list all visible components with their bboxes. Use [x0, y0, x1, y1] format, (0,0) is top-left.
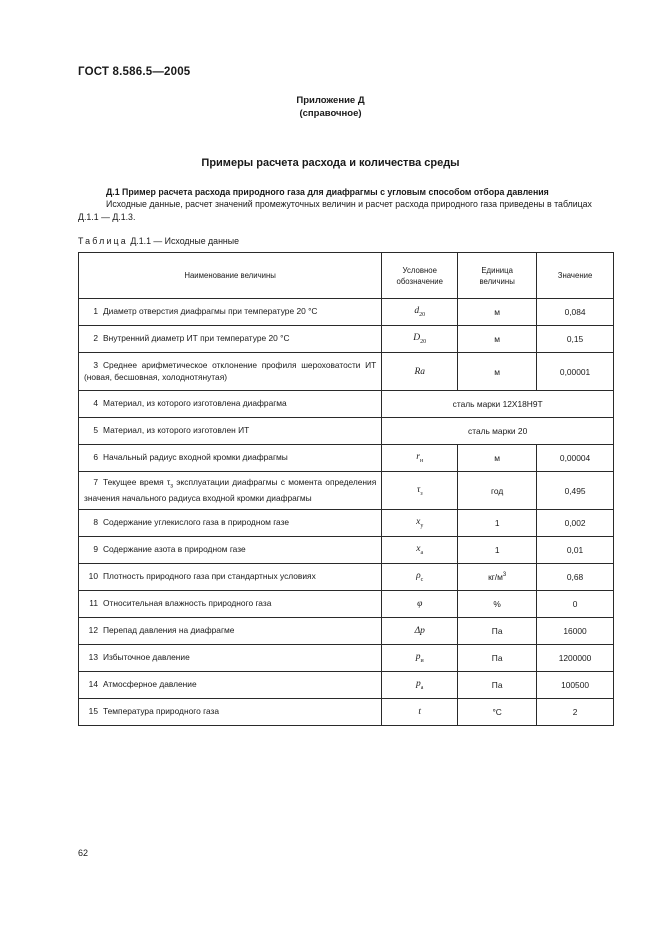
- cell-unit: [458, 618, 537, 645]
- cell-name-text: Относительная влажность природного газа: [103, 598, 272, 609]
- unit-text: Па: [491, 680, 503, 690]
- table-row: [79, 472, 614, 510]
- table-caption-label: Таблица: [78, 236, 128, 246]
- unit-text: м: [494, 453, 501, 463]
- page-number: 62: [78, 848, 89, 858]
- cell-unit: [458, 645, 537, 672]
- symbol-text: t: [418, 707, 422, 717]
- cell-unit: [458, 299, 537, 326]
- unit-text: м: [494, 307, 501, 317]
- cell-value: 0,084: [537, 299, 614, 326]
- cell-symbol: [382, 645, 458, 672]
- cell-symbol: [382, 445, 458, 472]
- symbol-subscript: 20: [419, 311, 426, 318]
- symbol-subscript: н: [419, 457, 424, 464]
- document-code: ГОСТ 8.586.5—2005: [78, 66, 191, 78]
- cell-symbol: [382, 299, 458, 326]
- symbol-subscript: с: [420, 576, 424, 583]
- cell-name-text: Перепад давления на диафрагме: [103, 625, 235, 636]
- cell-name-text: Среднее арифметическое отклонение профиля шероховатости ИТ (новая, бесшовная, холоднотянутая): [84, 360, 377, 382]
- unit-text: 1: [494, 545, 500, 555]
- cell-name-text: Содержание азота в природном газе: [103, 544, 246, 555]
- symbol-subscript: a: [420, 549, 424, 556]
- cell-symbol: [382, 353, 458, 391]
- cell-name: [79, 537, 382, 564]
- symbol-subscript: и: [420, 657, 424, 664]
- symbol-text: p: [415, 652, 421, 663]
- cell-name-text: Содержание углекислого газа в природном газе: [103, 517, 290, 528]
- table-row: [79, 645, 614, 672]
- cell-unit: [458, 699, 537, 726]
- unit-text: кг/м: [488, 572, 503, 582]
- cell-name: [79, 418, 382, 445]
- appendix-title: Приложение Д: [296, 95, 365, 106]
- symbol-subscript: 20: [420, 338, 427, 345]
- cell-name-text: эксплуатации диафрагмы с момента определения значения начального радиуса входной кромки диафрагмы: [84, 476, 377, 503]
- symbol-text: D: [413, 333, 421, 344]
- subsection-heading: Д.1 Пример расчета расхода природного газа для диафрагмы с угловым способом отбора давления: [106, 187, 549, 197]
- cell-name: [79, 445, 382, 472]
- cell-symbol: [382, 699, 458, 726]
- cell-name-text: Текущее время τ: [103, 476, 171, 487]
- table-row: [79, 699, 614, 726]
- cell-name-text: Избыточное давление: [103, 652, 190, 663]
- cell-name: [79, 618, 382, 645]
- cell-unit: [458, 353, 537, 391]
- col-header-unit: Единица величины: [458, 253, 537, 299]
- table-body: [79, 299, 614, 726]
- table-row: [79, 510, 614, 537]
- appendix-header: [0, 94, 661, 120]
- cell-symbol: [382, 564, 458, 591]
- cell-value: 0,00001: [537, 353, 614, 391]
- cell-name-text: Внутренний диаметр ИТ при температуре 20 °С: [103, 333, 290, 344]
- section-title: Примеры расчета расхода и количества среды: [201, 157, 460, 169]
- symbol-text: τ: [416, 484, 421, 495]
- table-caption-text: Д.1.1 — Исходные данные: [130, 236, 240, 246]
- cell-unit: [458, 326, 537, 353]
- table-row: [79, 326, 614, 353]
- row-number: 11: [89, 598, 98, 609]
- cell-name: [79, 591, 382, 618]
- cell-name-text: Материал, из которого изготовлен ИТ: [103, 425, 250, 436]
- cell-merged-value: сталь марки 20: [382, 418, 614, 445]
- unit-superscript: 3: [502, 572, 507, 579]
- row-number: 4: [93, 398, 98, 409]
- table-row: [79, 445, 614, 472]
- cell-value: 0,002: [537, 510, 614, 537]
- cell-name-text: Материал, из которого изготовлена диафрагма: [103, 398, 287, 409]
- unit-text: 1: [494, 518, 500, 528]
- table-row: [79, 672, 614, 699]
- symbol-text: r: [416, 452, 420, 463]
- cell-name-text: Плотность природного газа при стандартных условиях: [103, 571, 316, 582]
- cell-symbol: [382, 591, 458, 618]
- symbol-text: Ra: [414, 366, 426, 377]
- unit-text: %: [493, 599, 501, 609]
- cell-symbol: [382, 326, 458, 353]
- source-data-table: [78, 252, 614, 726]
- table-row: [79, 353, 614, 391]
- symbol-subscript: y: [420, 522, 424, 529]
- cell-value: 0: [537, 591, 614, 618]
- cell-name-text: Диаметр отверстия диафрагмы при температуре 20 °С: [103, 306, 318, 317]
- cell-name: [79, 645, 382, 672]
- cell-value: 1200000: [537, 645, 614, 672]
- col-header-value: Значение: [537, 253, 614, 299]
- cell-name-subscript: з: [170, 483, 173, 490]
- cell-symbol: [382, 618, 458, 645]
- row-number: 6: [93, 452, 98, 463]
- symbol-text: p: [416, 679, 421, 690]
- symbol-subscript: а: [420, 684, 424, 691]
- cell-symbol: [382, 472, 458, 510]
- cell-value: 100500: [537, 672, 614, 699]
- cell-unit: [458, 564, 537, 591]
- row-number: 3: [93, 360, 98, 370]
- symbol-text: Δp: [414, 626, 425, 636]
- cell-value: 0,15: [537, 326, 614, 353]
- cell-name: [79, 326, 382, 353]
- cell-name: [79, 353, 382, 391]
- cell-value: 16000: [537, 618, 614, 645]
- cell-unit: [458, 445, 537, 472]
- subsection: [78, 186, 614, 223]
- cell-unit: [458, 510, 537, 537]
- unit-text: м: [494, 334, 501, 344]
- cell-symbol: [382, 672, 458, 699]
- unit-text: Па: [491, 626, 503, 636]
- row-number: 1: [93, 306, 98, 317]
- cell-value: 0,495: [537, 472, 614, 510]
- cell-unit: [458, 672, 537, 699]
- cell-value: 0,01: [537, 537, 614, 564]
- table-row: [79, 618, 614, 645]
- table-row: [79, 391, 614, 418]
- cell-merged-value: сталь марки 12Х18Н9Т: [382, 391, 614, 418]
- cell-name-text: Температура природного газа: [103, 706, 220, 717]
- subsection-body: Исходные данные, расчет значений промежуточных величин и расчет расхода природного газа приведены в таблицах Д.1.1 — Д.1.3.: [78, 199, 592, 222]
- symbol-text: x: [416, 517, 421, 528]
- symbol-text: d: [414, 306, 420, 317]
- unit-text: °С: [492, 707, 502, 717]
- symbol-text: φ: [417, 599, 423, 609]
- table-row: [79, 591, 614, 618]
- cell-value: 0,00004: [537, 445, 614, 472]
- table-row: [79, 537, 614, 564]
- cell-name: [79, 472, 382, 510]
- row-number: 8: [93, 517, 98, 528]
- cell-symbol: [382, 537, 458, 564]
- table-header-row: [79, 253, 614, 299]
- cell-name: [79, 510, 382, 537]
- row-number: 9: [93, 544, 98, 555]
- row-number: 7: [93, 476, 98, 487]
- cell-name-text: Начальный радиус входной кромки диафрагмы: [103, 452, 288, 463]
- table-row: [79, 418, 614, 445]
- col-header-name: Наименование величины: [79, 253, 382, 299]
- cell-value: 0,68: [537, 564, 614, 591]
- row-number: 14: [88, 679, 98, 690]
- table-caption: [78, 236, 239, 246]
- cell-unit: [458, 537, 537, 564]
- symbol-subscript: з: [420, 490, 423, 497]
- row-number: 15: [88, 706, 98, 717]
- cell-name: [79, 564, 382, 591]
- unit-text: м: [494, 366, 501, 377]
- cell-name-text: Атмосферное давление: [103, 679, 197, 690]
- cell-name: [79, 672, 382, 699]
- cell-unit: [458, 472, 537, 510]
- table-row: [79, 564, 614, 591]
- cell-unit: [458, 591, 537, 618]
- table-row: [79, 299, 614, 326]
- col-header-symbol: Условное обозначение: [382, 253, 458, 299]
- unit-text: год: [491, 485, 504, 496]
- cell-name: [79, 299, 382, 326]
- appendix-type: (справочное): [299, 108, 362, 119]
- cell-name: [79, 699, 382, 726]
- symbol-text: ρ: [416, 571, 421, 582]
- row-number: 5: [93, 425, 98, 436]
- cell-name: [79, 391, 382, 418]
- row-number: 12: [88, 625, 98, 636]
- symbol-text: x: [416, 544, 421, 555]
- unit-text: Па: [491, 653, 503, 663]
- row-number: 2: [93, 333, 98, 344]
- cell-value: 2: [537, 699, 614, 726]
- row-number: 10: [88, 571, 98, 582]
- row-number: 13: [88, 652, 98, 663]
- cell-symbol: [382, 510, 458, 537]
